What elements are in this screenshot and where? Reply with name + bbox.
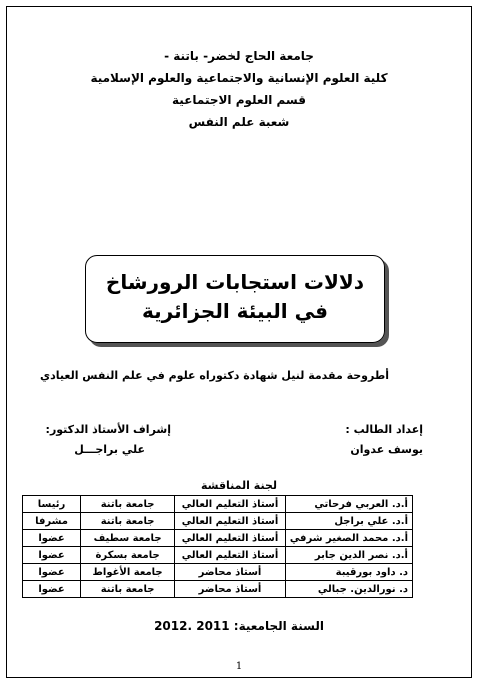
- thesis-title-line1: دلالات استجابات الرورشاخ: [105, 270, 365, 294]
- member-university: جامعة سطيف: [81, 530, 175, 547]
- supervisor-label: إشراف الأستاذ الدكتور:: [45, 423, 171, 436]
- member-university: جامعة باتنة: [81, 513, 175, 530]
- academic-year: السنة الجامعية: 2011 .2012: [154, 619, 324, 633]
- institution-header: [7, 45, 471, 133]
- member-role: مشرفا: [23, 513, 81, 530]
- thesis-title-box: [85, 255, 385, 343]
- table-row: [23, 513, 413, 530]
- department-name: قسم العلوم الاجتماعية: [172, 93, 306, 107]
- table-row: [23, 547, 413, 564]
- member-name: د. داود بورقيبة: [285, 564, 412, 581]
- thesis-subtitle: أطروحة مقدمة لنيل شهادة دكتوراه علوم في علم النفس العيادي: [40, 369, 389, 382]
- member-university: جامعة باتنة: [81, 581, 175, 598]
- member-rank: أستاذ محاضر: [175, 581, 286, 598]
- table-row: [23, 496, 413, 513]
- branch-name: شعبة علم النفس: [188, 115, 290, 129]
- member-university: جامعة بسكرة: [81, 547, 175, 564]
- table-row: [23, 564, 413, 581]
- member-role: رئيسا: [23, 496, 81, 513]
- member-name: أ.د. علي براجل: [285, 513, 412, 530]
- member-name: أ.د. العربي فرحاتي: [285, 496, 412, 513]
- faculty-name: كلية العلوم الإنسانية والاجتماعية والعلوم الإسلامية: [90, 71, 388, 85]
- thesis-title-line2: في البيئة الجزائرية: [142, 299, 328, 323]
- member-university: جامعة الأغواط: [81, 564, 175, 581]
- member-rank: أستاذ التعليم العالي: [175, 530, 286, 547]
- page-number: 1: [235, 661, 243, 672]
- member-rank: أستاذ التعليم العالي: [175, 496, 286, 513]
- member-rank: أستاذ التعليم العالي: [175, 547, 286, 564]
- prepared-by-block: [345, 421, 423, 459]
- member-role: عضوا: [23, 564, 81, 581]
- member-name: أ.د. نصر الدين جابر: [285, 547, 412, 564]
- thesis-cover-page: [6, 6, 472, 678]
- member-role: عضوا: [23, 581, 81, 598]
- member-name: د. نورالدين. جبالي: [285, 581, 412, 598]
- table-row: [23, 581, 413, 598]
- member-rank: أستاذ محاضر: [175, 564, 286, 581]
- committee-title: لجنة المناقشة: [200, 479, 277, 492]
- member-role: عضوا: [23, 547, 81, 564]
- supervisor-name: علي براجـــل: [74, 443, 145, 456]
- prepared-by-label: إعداد الطالب :: [345, 423, 423, 436]
- supervisor-block: [46, 421, 171, 459]
- member-rank: أستاذ التعليم العالي: [175, 513, 286, 530]
- committee-table: [22, 495, 413, 598]
- university-name: جامعة الحاج لخضر- باتنة -: [164, 49, 314, 63]
- member-university: جامعة باتنة: [81, 496, 175, 513]
- student-name: يوسف عدوان: [350, 443, 423, 456]
- member-name: أ.د. محمد الصغير شرفي: [285, 530, 412, 547]
- member-role: عضوا: [23, 530, 81, 547]
- table-row: [23, 530, 413, 547]
